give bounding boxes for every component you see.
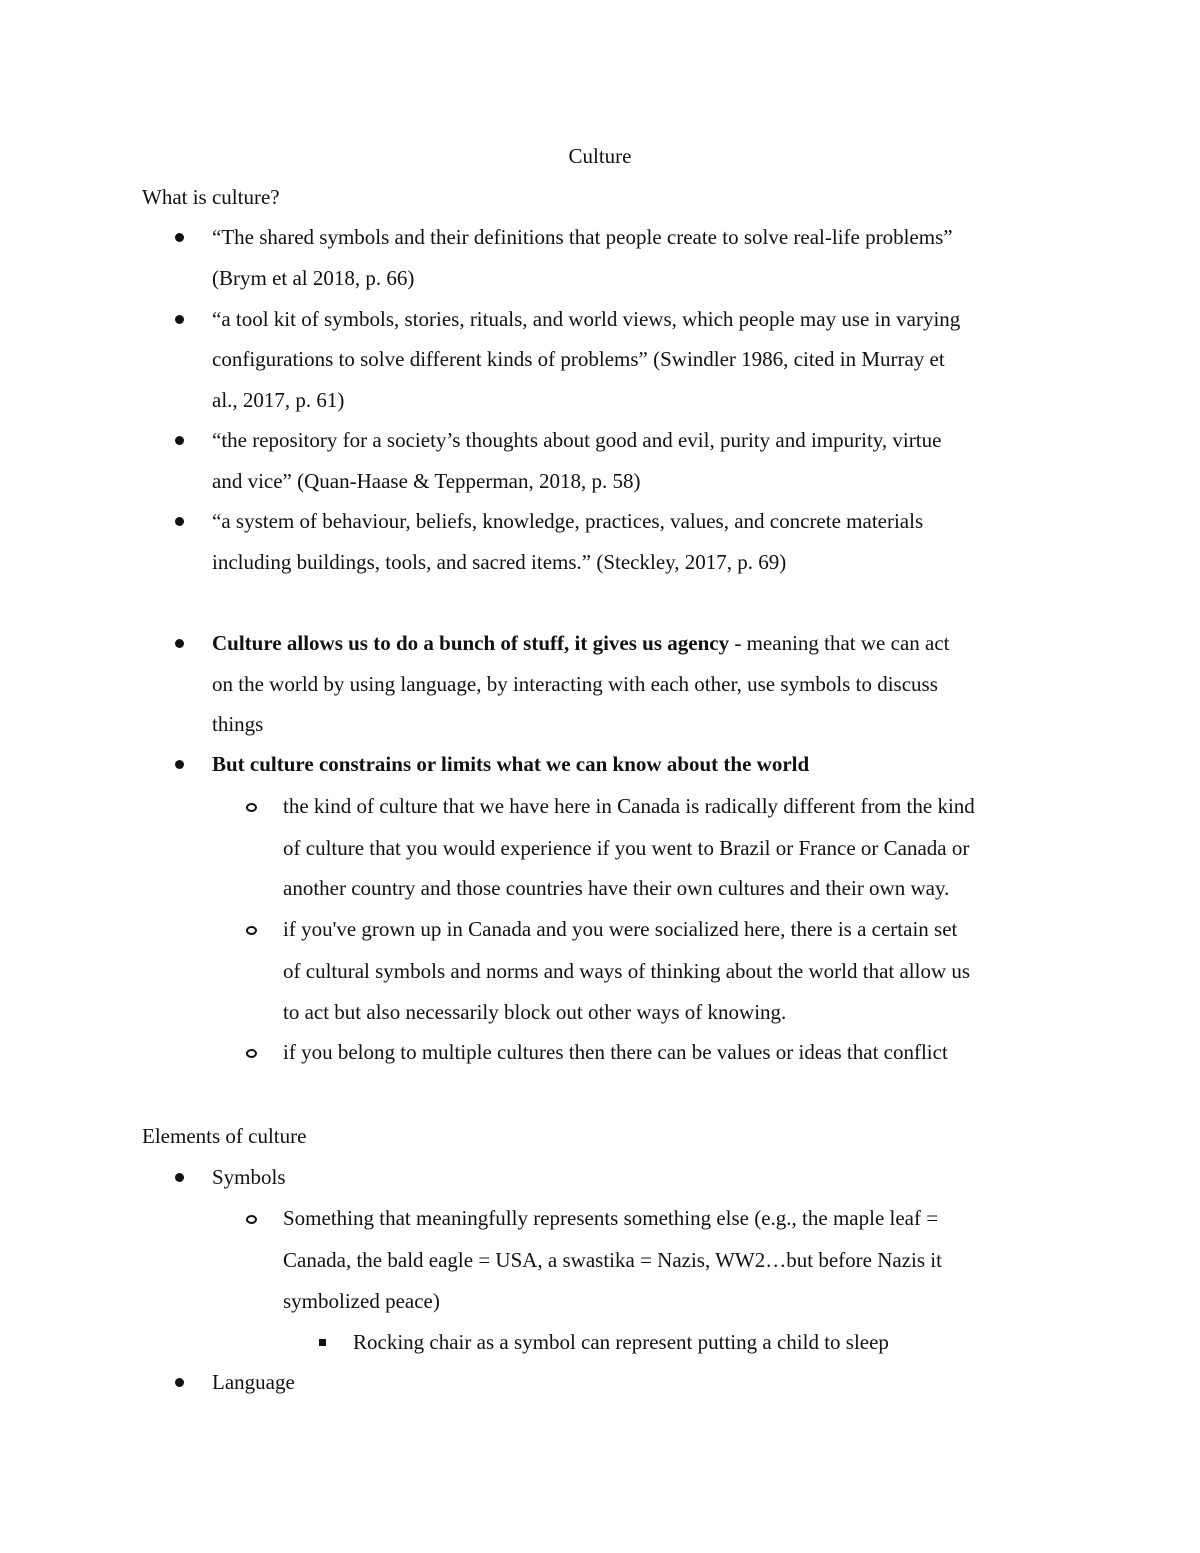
symbols-sub-1-line-2: Canada, the bald eagle = USA, a swastika = Nazis, WW2…but before Nazis it — [283, 1248, 942, 1272]
bullet-icon — [175, 1378, 184, 1387]
square-bullet-icon — [319, 1339, 326, 1346]
constrains-sub-1-line-3: another country and those countries have their own cultures and their own way. — [283, 876, 950, 900]
definition-3-line-2: and vice” (Quan-Haase & Tepperman, 2018, p. 58) — [212, 469, 641, 493]
circle-bullet-icon — [246, 1049, 257, 1058]
bullet-icon — [175, 233, 184, 242]
agency-line-3: things — [212, 712, 264, 736]
agency-rest-text: - meaning that we can act — [729, 631, 950, 655]
element-language: Language — [212, 1370, 295, 1394]
constrains-sub-2-line-1: if you've grown up in Canada and you were socialized here, there is a certain set — [283, 917, 958, 941]
circle-bullet-icon — [246, 1215, 257, 1224]
bullet-icon — [175, 315, 184, 324]
constrains-line — [212, 750, 809, 778]
definition-2-line-1: “a tool kit of symbols, stories, rituals, and world views, which people may use in varying — [212, 307, 961, 331]
definition-3-line-1: “the repository for a society’s thoughts about good and evil, purity and impurity, virtue — [212, 428, 942, 452]
agency-line-2: on the world by using language, by interacting with each other, use symbols to discuss — [212, 672, 938, 696]
circle-bullet-icon — [246, 926, 257, 935]
symbols-sub-1-line-1: Something that meaningfully represents something else (e.g., the maple leaf = — [283, 1206, 939, 1230]
constrains-sub-1-line-2: of culture that you would experience if you went to Brazil or France or Canada or — [283, 836, 970, 860]
constrains-sub-2-line-3: to act but also necessarily block out other ways of knowing. — [283, 1000, 787, 1024]
bullet-icon — [175, 436, 184, 445]
definition-2-line-3: al., 2017, p. 61) — [212, 388, 345, 412]
page-title: Culture — [568, 144, 632, 168]
definition-1-line-1: “The shared symbols and their definitions that people create to solve real-life problems” — [212, 225, 953, 249]
symbols-sub-2: Rocking chair as a symbol can represent putting a child to sleep — [353, 1330, 889, 1354]
bullet-icon — [175, 760, 184, 769]
symbols-sub-1-line-3: symbolized peace) — [283, 1289, 440, 1313]
agency-line-1 — [212, 629, 950, 657]
bullet-icon — [175, 1173, 184, 1182]
circle-bullet-icon — [246, 803, 257, 812]
definition-4-line-2: including buildings, tools, and sacred items.” (Steckley, 2017, p. 69) — [212, 550, 787, 574]
agency-bold-text: Culture allows us to do a bunch of stuff, it gives us agency — [212, 631, 730, 655]
element-symbols: Symbols — [212, 1165, 286, 1189]
definition-4-line-1: “a system of behaviour, beliefs, knowledge, practices, values, and concrete materials — [212, 509, 924, 533]
constrains-sub-1-line-1: the kind of culture that we have here in Canada is radically different from the kind — [283, 794, 975, 818]
constrains-sub-3-line-1: if you belong to multiple cultures then there can be values or ideas that conflict — [283, 1040, 948, 1064]
definition-2-line-2: configurations to solve different kinds of problems” (Swindler 1986, cited in Murray et — [212, 347, 945, 371]
bullet-icon — [175, 517, 184, 526]
section-heading-elements-of-culture: Elements of culture — [142, 1124, 307, 1148]
definition-1-line-2: (Brym et al 2018, p. 66) — [212, 266, 415, 290]
bullet-icon — [175, 639, 184, 648]
constrains-sub-2-line-2: of cultural symbols and norms and ways of thinking about the world that allow us — [283, 959, 971, 983]
section-heading-what-is-culture: What is culture? — [142, 185, 280, 209]
constrains-bold-text: But culture constrains or limits what we can know about the world — [212, 752, 810, 776]
